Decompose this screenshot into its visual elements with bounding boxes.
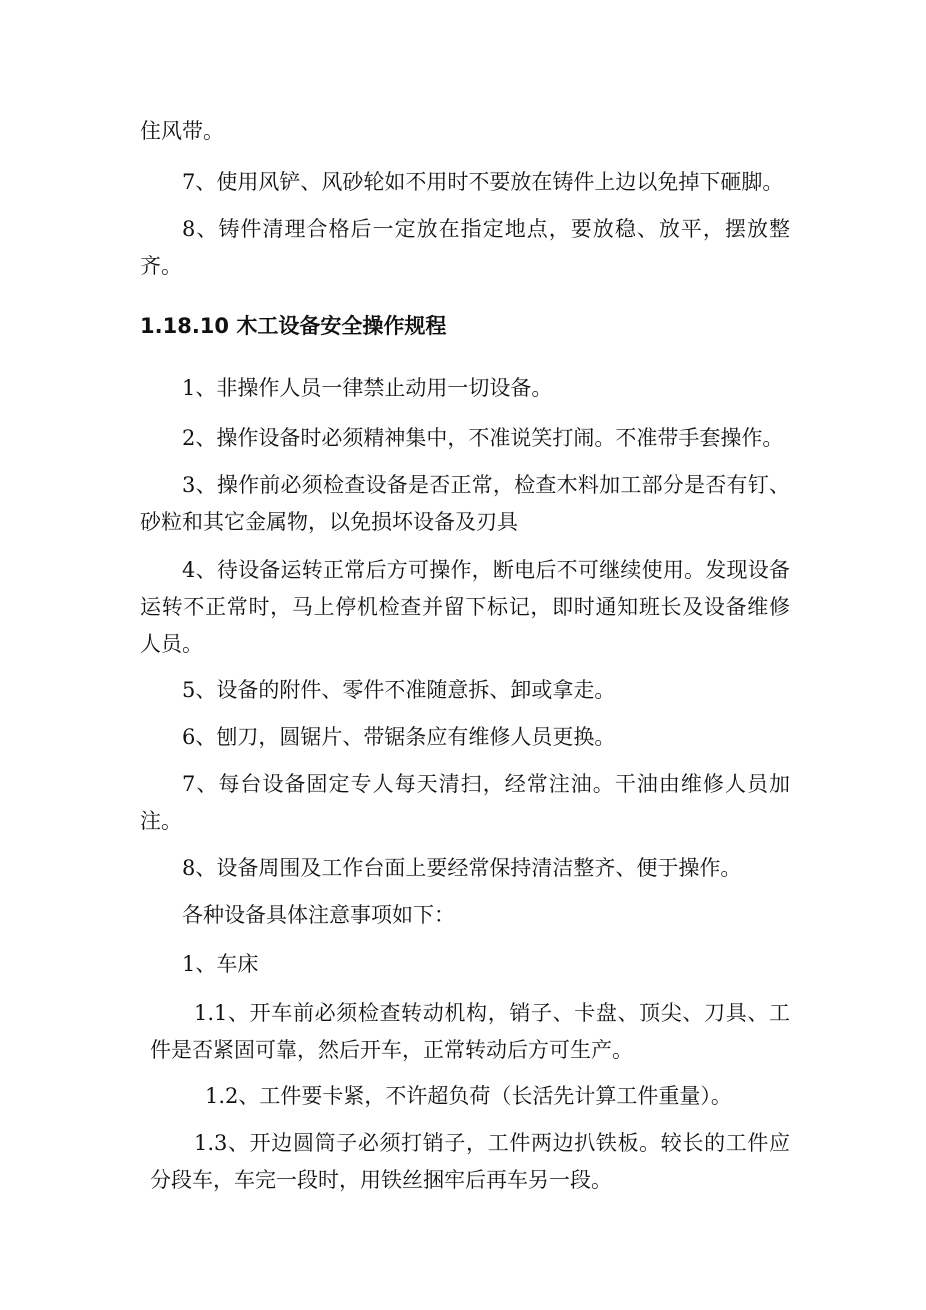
rule-item: 7、每台设备固定专人每天清扫，经常注油。干油由维修人员加注。 — [140, 772, 790, 833]
paragraph-rule-8: 8、铸件清理合格后一定放在指定地点，要放稳、放平，摆放整齐。 — [140, 217, 790, 278]
rule-item: 5、设备的附件、零件不准随意拆、卸或拿走。 — [182, 678, 616, 702]
paragraph-continuation: 住风带。 — [140, 119, 224, 143]
rule-item: 2、操作设备时必须精神集中，不准说笑打闹。不准带手套操作。 — [182, 426, 784, 450]
rule-item: 4、待设备运转正常后方可操作，断电后不可继续使用。发现设备运转不正常时，马上停机检查并留下标记，即时通知班长及设备维修人员。 — [140, 558, 790, 656]
lathe-item: 1.3、开边圆筒子必须打销子，工件两边扒铁板。较长的工件应分段车，车完一段时，用铁丝捆牢后再车另一段。 — [150, 1131, 790, 1192]
lathe-item: 1.1、开车前必须检查转动机构，销子、卡盘、顶尖、刀具、工件是否紧固可靠，然后开车，正常转动后方可生产。 — [150, 1001, 790, 1062]
rule-item: 6、刨刀，圆锯片、带锯条应有维修人员更换。 — [182, 725, 616, 749]
notes-intro: 各种设备具体注意事项如下： — [182, 903, 455, 927]
lathe-title: 1、车床 — [182, 952, 259, 976]
rule-item: 1、非操作人员一律禁止动用一切设备。 — [182, 376, 553, 400]
lathe-item: 1.2、工件要卡紧，不许超负荷（长活先计算工件重量）。 — [205, 1084, 732, 1108]
rule-item: 3、操作前必须检查设备是否正常，检查木料加工部分是否有钉、砂粒和其它金属物，以免损坏设备及刃具 — [140, 473, 790, 534]
section-heading: 1.18.10 木工设备安全操作规程 — [140, 314, 447, 338]
rule-item: 8、设备周围及工作台面上要经常保持清洁整齐、便于操作。 — [182, 856, 742, 880]
paragraph-rule-7: 7、使用风铲、风砂轮如不用时不要放在铸件上边以免掉下砸脚。 — [182, 170, 784, 194]
